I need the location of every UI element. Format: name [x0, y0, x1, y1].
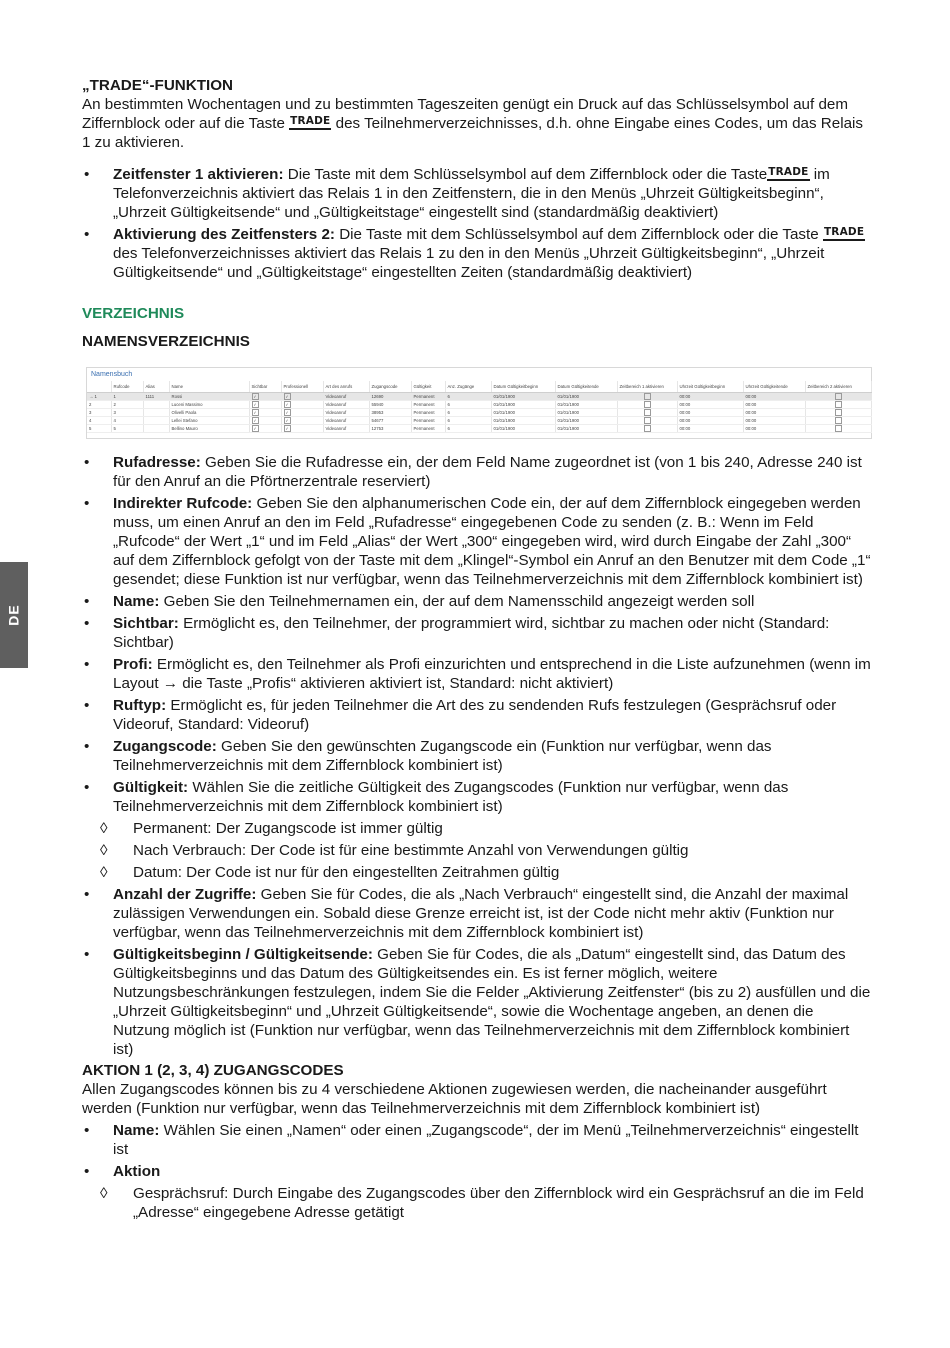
checkbox[interactable] [835, 393, 842, 400]
field-item [82, 696, 872, 734]
field-item [82, 885, 872, 942]
trade-bullet-1 [82, 165, 872, 222]
checkbox[interactable] [835, 417, 842, 424]
diamond-marker: ◊ [100, 864, 108, 881]
table-cell[interactable]: 01/01/1900 [491, 393, 555, 401]
table-header-row [87, 381, 871, 393]
diamond-marker: ◊ [100, 820, 108, 837]
checkbox[interactable] [644, 425, 651, 432]
checkbox[interactable]: ✓ [285, 418, 289, 423]
aktion-intro: Allen Zugangscodes können bis zu 4 verschiedene Aktionen zugewiesen werden, die nacheinander ausgeführt werden (Funktion nur verfügbar, wenn das Teilnehmerverzeichnis mit dem Ziffernblock kombiniert ist) [82, 1081, 827, 1117]
table-cell[interactable] [281, 393, 323, 401]
bullet-term: Zugangscode: [113, 738, 217, 755]
trade-intro [82, 95, 872, 152]
bullet-term: Rufadresse: [113, 454, 201, 471]
table-cell[interactable] [143, 401, 169, 409]
table-cell[interactable] [281, 409, 323, 417]
column-header[interactable]: Sichtbar [249, 381, 281, 393]
bullet-text: Ermöglicht es, für jeden Teilnehmer die Art des zu sendenden Rufs festzulegen (Gesprächsruf oder Videoruf, Standard: Videoruf) [113, 697, 837, 733]
table-cell[interactable]: 4 [111, 417, 143, 425]
field-item [82, 737, 872, 775]
field-item [82, 453, 872, 491]
table-cell[interactable]: 00:00 [743, 425, 805, 433]
table-cell[interactable]: 12690 [369, 393, 411, 401]
table-cell[interactable] [249, 425, 281, 433]
table-cell[interactable]: 00:00 [677, 409, 743, 417]
bullet-term: Anzahl der Zugriffe: [113, 886, 257, 903]
table-cell[interactable]: 6 [445, 425, 491, 433]
table-row[interactable] [87, 417, 871, 425]
table-cell[interactable]: Lellei Stefano [169, 417, 249, 425]
checkbox[interactable]: ✓ [285, 402, 289, 407]
trade-key-icon: TRADE [289, 116, 331, 130]
option-text: Datum: Der Code ist nur für den eingestellten Zeitrahmen gültig [133, 864, 560, 881]
table-cell[interactable]: 2 [87, 401, 111, 409]
aktion-heading: AKTION 1 (2, 3, 4) ZUGANGSCODES [82, 1062, 344, 1079]
directory-table [87, 381, 872, 433]
column-header[interactable]: Anz. Zugänge [445, 381, 491, 393]
column-header[interactable]: Uhrzeit Gültigkeitbeginn [677, 381, 743, 393]
screenshot-caption: Namensbuch [91, 371, 133, 378]
table-body [87, 393, 871, 433]
table-cell[interactable] [805, 417, 871, 425]
table-cell[interactable]: Permanent [411, 393, 445, 401]
bullet-text: Die Taste mit dem Schlüsselsymbol auf dem Ziffernblock oder die Taste [287, 166, 768, 183]
table-cell[interactable]: 54677 [369, 417, 411, 425]
table-cell[interactable]: 00:00 [677, 401, 743, 409]
table-cell[interactable]: 4 [87, 417, 111, 425]
field-item [82, 778, 872, 816]
aktion-option-call [100, 1184, 872, 1222]
bullet-text: Wählen Sie einen „Namen“ oder einen „Zugangscode“, der im Menü „Teilnehmerverzeichnis“ eingestellt ist [113, 1122, 859, 1158]
bullet-term: Sichtbar: [113, 615, 179, 632]
option-text: Nach Verbrauch: Der Code ist für eine bestimmte Anzahl von Verwendungen gültig [133, 842, 689, 859]
validity-option [100, 863, 872, 882]
checkbox[interactable] [644, 401, 651, 408]
diamond-marker: ◊ [100, 1185, 108, 1202]
table-cell[interactable]: 1 [111, 393, 143, 401]
directory-screenshot [86, 367, 872, 439]
section-heading-verzeichnis: VERZEICHNIS [82, 305, 185, 322]
bullet-text: Geben Sie für Codes, die als „Datum“ eingestellt sind, das Datum des Gültigkeitsbeginns und das Datum des Gültigkeitsendes ein. Es ist ferner möglich, weitere Nutzungsbeschränkungen festzulegen, indem Sie die Felder „Aktivierung Zeitfenster“ (bis zu 2) ausfüllen und die „Uhrzeit Gültigkeitsbeginn“ und „Uhrzeit Gültigkeitsende“, sowie die Wochentage angeben, an denen die Nutzung möglich ist (Funktion nur verfügbar, wenn das Teilnehmerverzeichnis mit dem Ziffernblock kombiniert ist) [113, 946, 871, 1058]
validity-option [100, 841, 872, 860]
table-cell[interactable]: 00:00 [743, 409, 805, 417]
checkbox[interactable]: ✓ [253, 426, 257, 431]
aktion-action-item [82, 1162, 872, 1181]
table-cell[interactable] [617, 393, 677, 401]
table-cell[interactable]: 6 [445, 417, 491, 425]
checkbox[interactable] [644, 393, 651, 400]
checkbox[interactable]: ✓ [285, 410, 289, 415]
field-item [82, 945, 872, 1059]
checkbox[interactable] [835, 401, 842, 408]
table-cell[interactable]: Luceni Massimo [169, 401, 249, 409]
table-cell[interactable]: 01/01/1900 [555, 409, 617, 417]
bullet-term: Name: [113, 1122, 160, 1139]
table-cell[interactable]: 5 [111, 425, 143, 433]
trade-heading: „TRADE“-FUNKTION [82, 77, 234, 94]
document-page [82, 76, 872, 1222]
checkbox[interactable]: ✓ [253, 402, 257, 407]
table-cell[interactable]: 12753 [369, 425, 411, 433]
table-cell[interactable]: Permanent [411, 409, 445, 417]
bullet-term: Zeitfenster 1 aktivieren: [113, 166, 284, 183]
checkbox[interactable]: ✓ [253, 418, 257, 423]
bullet-text: Geben Sie die Rufadresse ein, der dem Feld Name zugeordnet ist (von 1 bis 240, Adresse 240 ist für den Anruf an die Pförtnerzentrale reserviert) [113, 454, 862, 490]
table-cell[interactable]: 00:00 [677, 393, 743, 401]
table-cell[interactable]: → 1 [87, 393, 111, 401]
table-row[interactable] [87, 425, 871, 433]
trade-intro-a: An bestimmten Wochentagen und zu bestimmten Tageszeiten genügt ein Druck auf das Schlüsselsymbol auf dem Ziffernblock oder auf die Taste [82, 96, 848, 132]
column-header[interactable]: Gültigkeit [411, 381, 445, 393]
field-item [82, 592, 872, 611]
checkbox[interactable] [644, 409, 651, 416]
table-cell[interactable]: 00:00 [743, 401, 805, 409]
table-cell[interactable] [617, 417, 677, 425]
table-cell[interactable]: 01/01/1900 [491, 417, 555, 425]
table-cell[interactable]: Videoanruf [323, 425, 369, 433]
aktion-name-item [82, 1121, 872, 1159]
table-cell[interactable]: 55940 [369, 401, 411, 409]
column-header[interactable]: Professionell [281, 381, 323, 393]
aktion-options [82, 1184, 872, 1222]
table-cell[interactable]: 38953 [369, 409, 411, 417]
table-cell[interactable]: 01/01/1900 [555, 401, 617, 409]
table-row[interactable] [87, 393, 871, 401]
table-cell[interactable] [805, 425, 871, 433]
field-item [82, 655, 872, 693]
option-text: Gesprächsruf: Durch Eingabe des Zugangscodes über den Ziffernblock wird ein Gesprächsruf an die im Feld „Adresse“ eingegebene Adresse getätigt [133, 1185, 864, 1221]
table-cell[interactable]: Permanent [411, 417, 445, 425]
checkbox[interactable]: ✓ [253, 410, 257, 415]
table-cell[interactable]: 00:00 [743, 417, 805, 425]
trade-key-icon: TRADE [767, 167, 809, 181]
language-side-tab [0, 562, 28, 668]
table-cell[interactable]: 5 [87, 425, 111, 433]
column-header[interactable]: Uhrzeit Gültigkeitende [743, 381, 805, 393]
bullet-text: Geben Sie den Teilnehmernamen ein, der auf dem Namensschild angezeigt werden soll [163, 593, 755, 610]
checkbox[interactable]: ✓ [253, 394, 257, 399]
checkbox[interactable] [835, 425, 842, 432]
column-header[interactable]: Name [169, 381, 249, 393]
checkbox[interactable]: ✓ [285, 426, 289, 431]
table-cell[interactable]: Videoanruf [323, 417, 369, 425]
checkbox[interactable]: ✓ [285, 394, 289, 399]
table-cell[interactable] [143, 417, 169, 425]
column-header[interactable]: Rufcode [111, 381, 143, 393]
table-cell[interactable]: 01/01/1900 [555, 417, 617, 425]
table-cell[interactable] [249, 401, 281, 409]
bullet-text: Ermöglicht es, den Teilnehmer, der programmiert wird, sichtbar zu machen oder nicht (Standard: Sichtbar) [113, 615, 830, 651]
table-cell[interactable] [617, 401, 677, 409]
table-cell[interactable]: Bellino Mauro [169, 425, 249, 433]
field-item [82, 614, 872, 652]
bullet-term: Aktivierung des Zeitfensters 2: [113, 226, 335, 243]
table-cell[interactable] [281, 425, 323, 433]
table-cell[interactable] [617, 409, 677, 417]
table-row[interactable] [87, 409, 871, 417]
column-header[interactable]: Zeitbereich 2 aktivieren [805, 381, 871, 393]
column-header[interactable] [87, 381, 111, 393]
checkbox[interactable] [835, 409, 842, 416]
table-cell[interactable]: 3 [111, 409, 143, 417]
table-cell[interactable] [249, 409, 281, 417]
table-cell[interactable] [143, 409, 169, 417]
validity-option [100, 819, 872, 838]
table-cell[interactable]: Rossi [169, 393, 249, 401]
trade-bullets [82, 165, 872, 282]
field-item [82, 494, 872, 589]
table-cell[interactable]: 01/01/1900 [555, 425, 617, 433]
bullet-term: Gültigkeitsbeginn / Gültigkeitsende: [113, 946, 373, 963]
table-cell[interactable]: 01/01/1900 [491, 409, 555, 417]
table-cell[interactable]: Permanent [411, 401, 445, 409]
subheading-namensverzeichnis: NAMENSVERZEICHNIS [82, 333, 250, 350]
bullet-text: Wählen Sie die zeitliche Gültigkeit des Zugangscodes (Funktion nur verfügbar, wenn das Teilnehmerverzeichnis mit dem Ziffernblock kombiniert ist) [113, 779, 789, 815]
table-row[interactable] [87, 401, 871, 409]
table-cell[interactable]: 3 [87, 409, 111, 417]
bullet-text: Geben Sie den gewünschten Zugangscode ein (Funktion nur verfügbar, wenn das Teilnehmerverzeichnis mit dem Ziffernblock kombiniert ist) [113, 738, 772, 774]
table-cell[interactable] [617, 425, 677, 433]
table-cell[interactable]: 01/01/1900 [555, 393, 617, 401]
table-cell[interactable]: Videoanruf [323, 393, 369, 401]
table-cell[interactable]: 00:00 [743, 393, 805, 401]
bullet-term: Ruftyp: [113, 697, 167, 714]
table-cell[interactable] [143, 425, 169, 433]
table-cell[interactable] [281, 401, 323, 409]
bullet-text: Ermöglicht es, den Teilnehmer als Profi einzurichten und entsprechend in die Liste aufzunehmen (wenn im Layout → die Taste „Profis“ aktivieren aktiviert ist, Standard: nicht aktiviert) [113, 656, 871, 692]
field-descriptions [82, 453, 872, 816]
table-cell[interactable] [805, 409, 871, 417]
aktion-bullets [82, 1121, 872, 1181]
column-header[interactable]: Datum Gültigkeitende [555, 381, 617, 393]
table-cell[interactable] [805, 401, 871, 409]
trade-key-icon: TRADE [823, 227, 865, 241]
table-cell[interactable] [249, 393, 281, 401]
table-cell[interactable]: 01/01/1900 [491, 401, 555, 409]
table-cell[interactable]: 00:00 [677, 417, 743, 425]
validity-options [82, 819, 872, 882]
bullet-term: Indirekter Rufcode: [113, 495, 253, 512]
bullet-text: im Telefonverzeichnis aktiviert das Relais 1 in den Zeitfenstern, die in den Menüs „Uhrzeit Gültigkeitsbeginn“, „Uhrzeit Gültigkeitsende“ und „Gültigkeitstage“ eingestellt sind (standardmäßig deaktiviert) [113, 166, 830, 221]
option-text: Permanent: Der Zugangscode ist immer gültig [133, 820, 443, 837]
table-cell[interactable]: Olivelli Paola [169, 409, 249, 417]
table-cell[interactable]: 6 [445, 409, 491, 417]
table-cell[interactable] [249, 417, 281, 425]
table-cell[interactable]: 6 [445, 401, 491, 409]
bullet-term: Aktion [113, 1163, 161, 1180]
table-cell[interactable]: 01/01/1900 [491, 425, 555, 433]
bullet-text: Geben Sie den alphanumerischen Code ein, der auf dem Ziffernblock eingegeben werden muss, um einen Anruf an den im Feld „Rufadresse“ eingegebenen Code zu senden (z. B.: Wenn im Feld „Rufcode“ der Wert „1“ und im Feld „Alias“ der Wert „300“ eingegeben wird, wird durch Eingabe der Zahl „300“ auf dem Ziffernblock gefolgt von der Taste mit dem „Klingel“-Symbol ein Anruf an den Benutzer mit dem Code „1“ gesendet; diese Funktion ist nur verfügbar, wenn das Teilnehmerverzeichnis mit dem Ziffernblock kombiniert ist) [113, 495, 871, 588]
table-cell[interactable]: Videoanruf [323, 401, 369, 409]
trade-intro-b: des Teilnehmerverzeichnisses, d.h. ohne Eingabe eines Codes, um das Relais 1 zu aktivieren. [82, 115, 864, 151]
bullet-term: Gültigkeit: [113, 779, 189, 796]
table-cell[interactable]: Permanent [411, 425, 445, 433]
column-header[interactable]: Zugangscode [369, 381, 411, 393]
bullet-text: des Telefonverzeichnisses aktiviert das Relais 1 zu den in den Menüs „Uhrzeit Gültigkeitsbeginn“, „Uhrzeit Gültigkeitsende“ und „Gültigkeitstage“ eingestellten Zeiten (standardmäßig deaktiviert) [113, 245, 825, 281]
table-cell[interactable]: 2 [111, 401, 143, 409]
checkbox[interactable] [644, 417, 651, 424]
bullet-text: Geben Sie für Codes, die als „Nach Verbrauch“ eingestellt sind, die Anzahl der maximal zulässigen Verwendungen ein. Sobald diese Grenze erreicht ist, ist der Code nicht mehr aktiv (Funktion nur verfügbar, wenn das Teilnehmerverzeichnis mit dem Ziffernblock kombiniert ist) [113, 886, 849, 941]
column-header[interactable]: Zeitbereich 1 aktivieren [617, 381, 677, 393]
trade-bullet-2 [82, 225, 872, 282]
column-header[interactable]: Datum Gültigkeitbeginn [491, 381, 555, 393]
table-cell[interactable]: 1111 [143, 393, 169, 401]
bullet-text: Die Taste mit dem Schlüsselsymbol auf dem Ziffernblock oder die Taste [339, 226, 819, 243]
diamond-marker: ◊ [100, 842, 108, 859]
table-cell[interactable]: 00:00 [677, 425, 743, 433]
column-header[interactable]: Alias [143, 381, 169, 393]
bullet-term: Name: [113, 593, 160, 610]
table-cell[interactable]: Videoanruf [323, 409, 369, 417]
language-label: DE [5, 604, 22, 626]
column-header[interactable]: Art des anrufs [323, 381, 369, 393]
table-cell[interactable] [805, 393, 871, 401]
field-descriptions-2 [82, 885, 872, 1059]
bullet-term: Profi: [113, 656, 153, 673]
table-cell[interactable]: 6 [445, 393, 491, 401]
table-cell[interactable] [281, 417, 323, 425]
